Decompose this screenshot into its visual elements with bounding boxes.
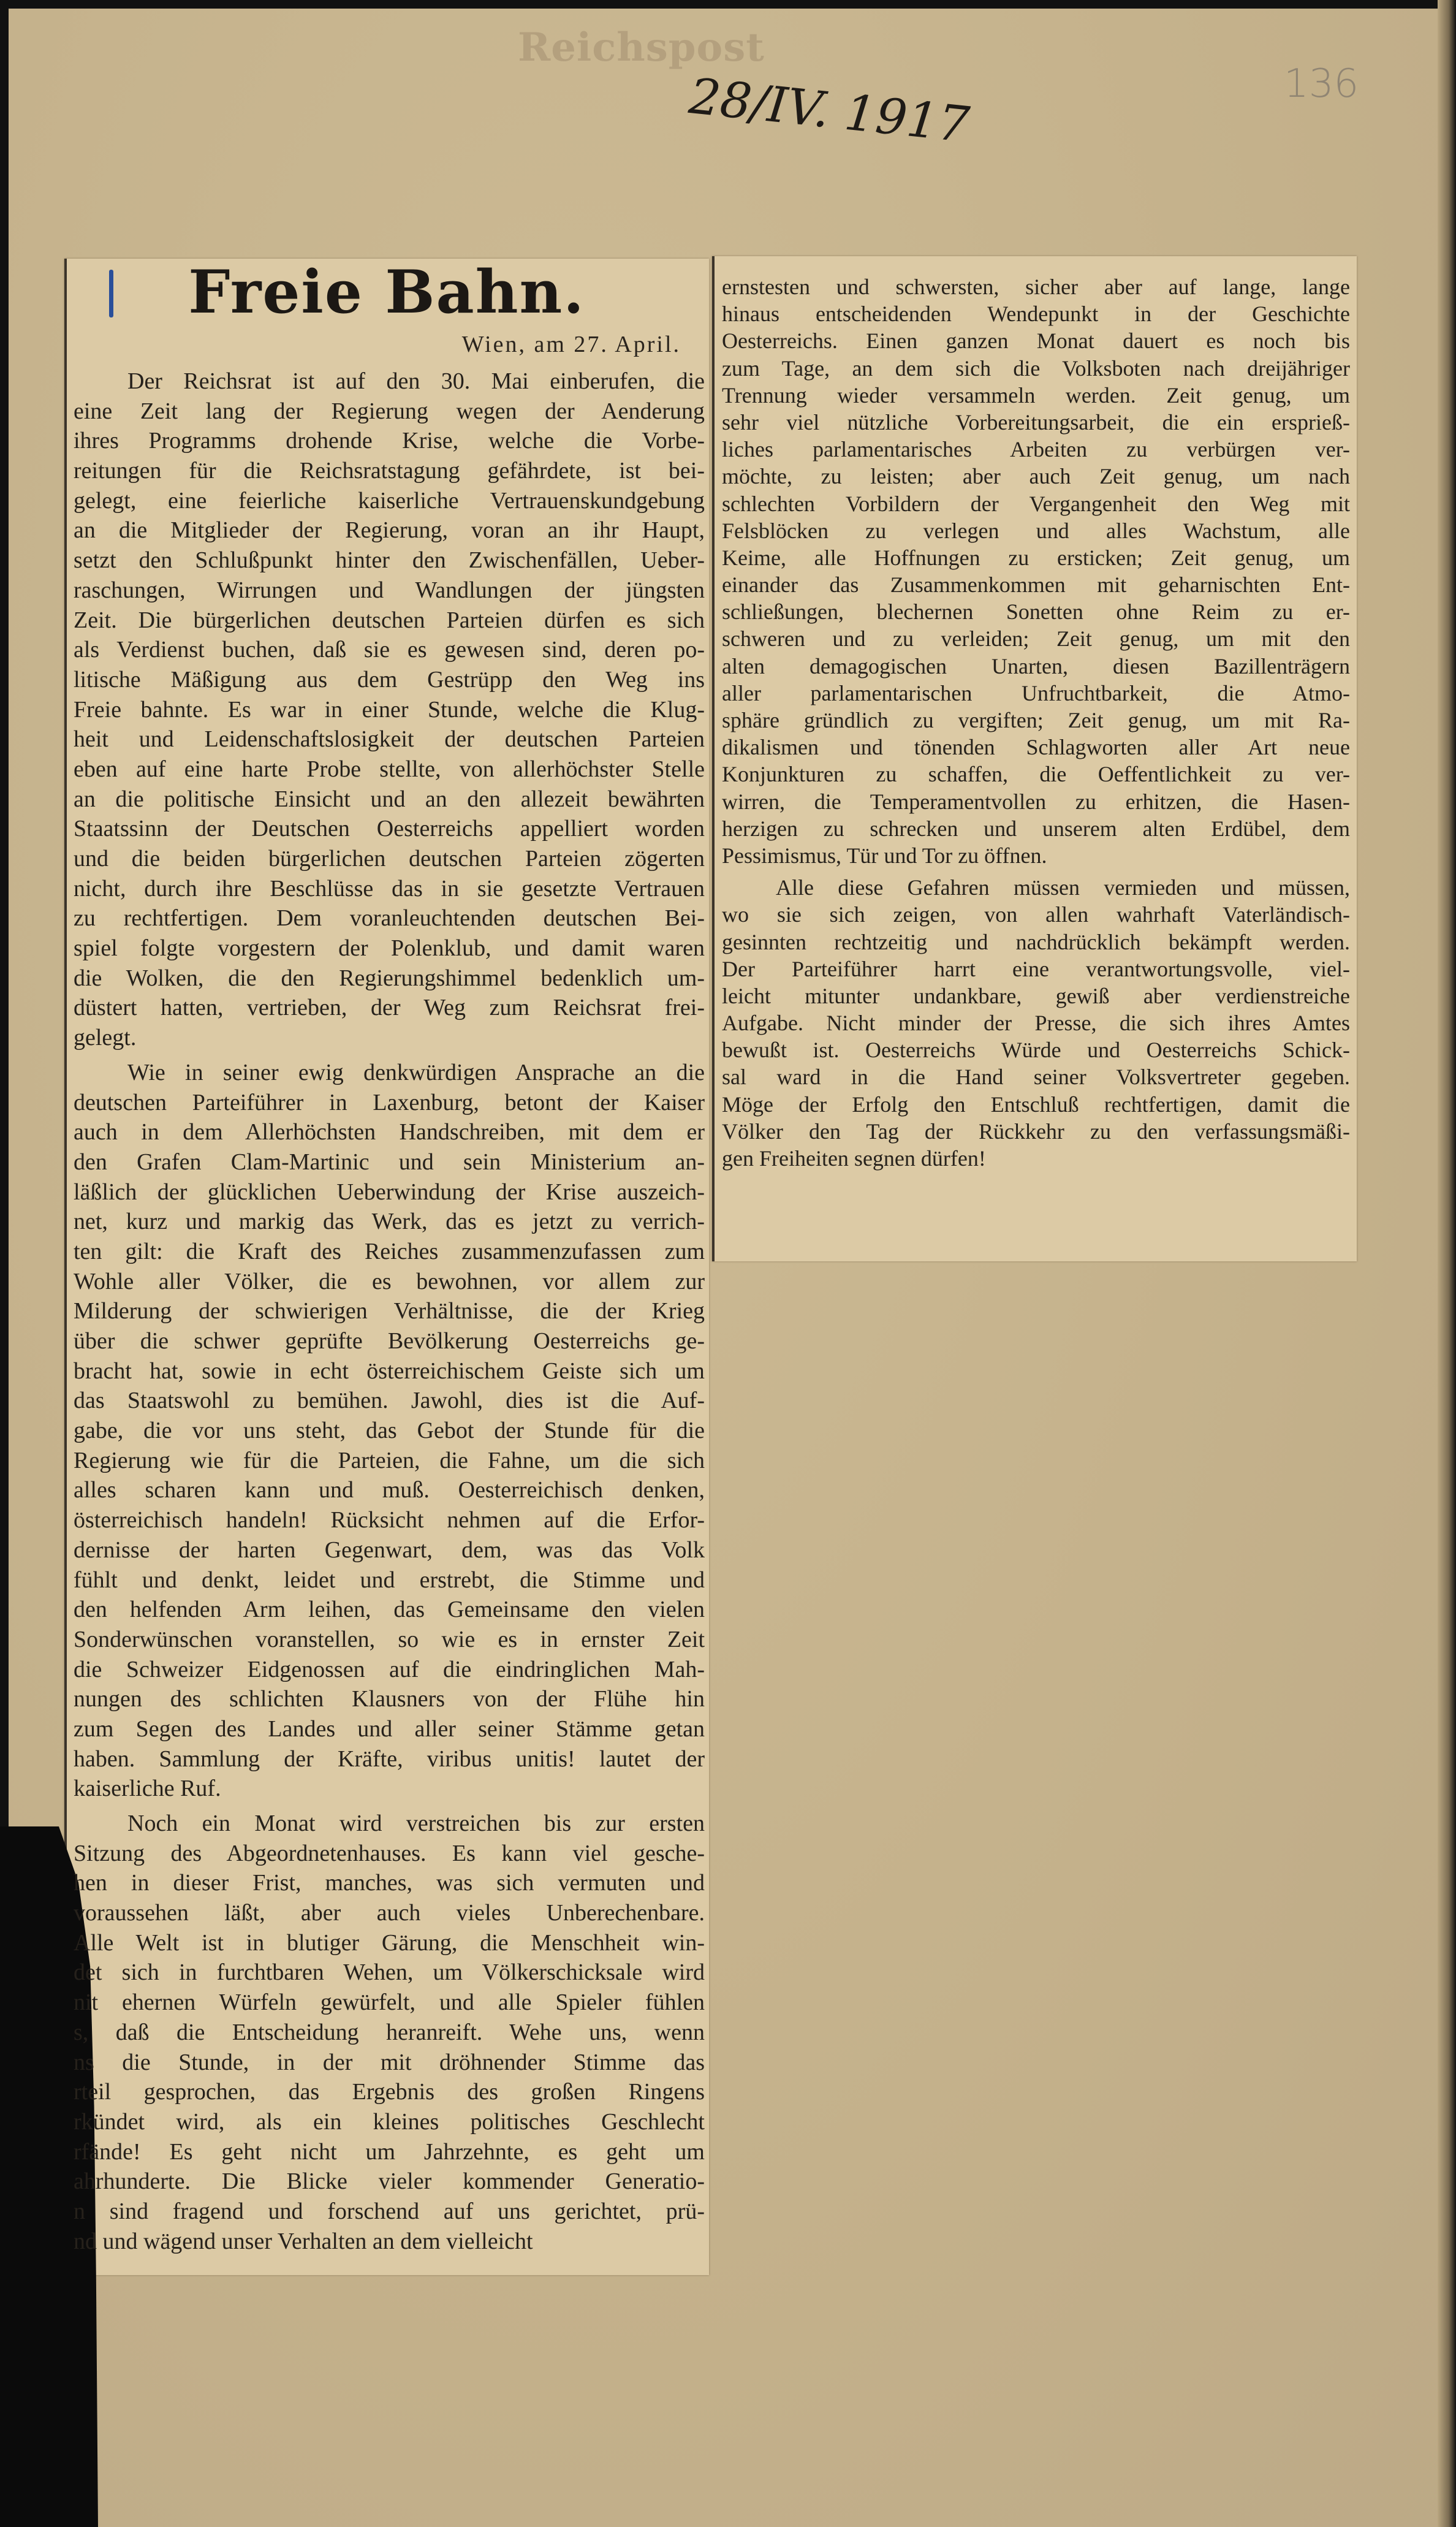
text-line: Freie bahnte. Es war in einer Stunde, welche die Klug-	[74, 696, 705, 723]
scan-border-right	[1438, 0, 1456, 2527]
text-line: wo sie sich zeigen, von allen wahrhaft Vaterländisch-	[722, 902, 1350, 927]
text-line: Wie in seiner ewig denkwürdigen Ansprache an die	[127, 1059, 705, 1085]
text-line: gen Freiheiten segnen dürfen!	[722, 1146, 986, 1171]
text-line: ten gilt: die Kraft des Reiches zusammenzufassen zum	[74, 1238, 705, 1264]
text-line: heit und Leidenschaftslosigkeit der deutschen Parteien	[74, 726, 705, 753]
text-line: rteil gesprochen, das Ergebnis des großen Ringens	[74, 2079, 705, 2105]
text-line: hen in dieser Frist, manches, was sich vermuten und	[74, 1870, 705, 1896]
text-line: über die schwer geprüfte Bevölkerung Oesterreichs ge-	[74, 1328, 705, 1354]
text-line: net, kurz und markig das Werk, das es jetzt zu verrich-	[74, 1209, 705, 1235]
text-line: Wohle aller Völker, die es bewohnen, vor allem zur	[74, 1268, 705, 1294]
text-line: hinaus entscheidenden Wendepunkt in der Geschichte	[722, 302, 1350, 327]
text-line: Keime, alle Hoffnungen zu ersticken; Zeit genug, um	[722, 545, 1350, 570]
text-line: liches parlamentarisches Arbeiten zu verbürgen ver-	[722, 437, 1350, 462]
text-line: schlechten Vorbildern der Vergangenheit den Weg mit	[722, 491, 1350, 516]
text-line: ihres Programms drohende Krise, welche die Vorbe-	[74, 428, 705, 454]
text-line: den helfenden Arm leihen, das Gemeinsame den vielen	[74, 1597, 705, 1623]
text-line: Konjunkturen zu schaffen, die Oeffentlichkeit zu ver-	[722, 762, 1350, 787]
text-line: Staatssinn der Deutschen Oesterreichs appelliert worden	[74, 816, 705, 842]
text-line: bewußt ist. Oesterreichs Würde und Oesterreichs Schick-	[722, 1038, 1350, 1063]
text-line: Sonderwünschen voranstellen, so wie es in ernster Zeit	[74, 1626, 705, 1652]
text-line: Felsblöcken zu verlegen und alles Wachstum, alle	[722, 518, 1350, 543]
text-line: düstert hatten, vertrieben, der Weg zum Reichsrat frei-	[74, 995, 705, 1021]
text-line: Oesterreichs. Einen ganzen Monat dauert es noch bis	[722, 329, 1350, 354]
text-line: raschungen, Wirrungen und Wandlungen der jüngsten	[74, 577, 705, 603]
text-line: an die politische Einsicht und an den allezeit bewährten	[74, 786, 705, 812]
text-line: nit ehernen Würfeln gewürfelt, und alle Spieler fühlen	[74, 1989, 705, 2016]
text-line: nicht, durch ihre Beschlüsse das in sie gesetzte Vertrauen	[74, 875, 705, 902]
text-line: möchte, zu leisten; aber auch Zeit genug, um nach	[722, 464, 1350, 489]
text-line: deutschen Parteiführer in Laxenburg, betont der Kaiser	[74, 1089, 705, 1115]
text-line: gelegt.	[74, 1025, 137, 1051]
text-line: reitungen für die Reichsratstagung gefährdete, ist bei-	[74, 458, 705, 484]
article-text-right	[722, 273, 1350, 1172]
text-line: zum Segen des Landes und aller seiner Stämme getan	[74, 1716, 705, 1742]
text-line: nd und wägend unser Verhalten an dem vielleicht	[74, 2228, 533, 2254]
text-line: Regierung wie für die Parteien, die Fahne, um die sich	[74, 1447, 705, 1473]
text-line: sal ward in die Hand seiner Volksvertreter gegeben.	[722, 1065, 1350, 1090]
text-line: Völker den Tag der Rückkehr zu den verfassungsmäßi-	[722, 1119, 1350, 1144]
text-line: Der Reichsrat ist auf den 30. Mai einberufen, die	[127, 368, 705, 394]
text-line: eben auf eine harte Probe stellte, von allerhöchster Stelle	[74, 756, 705, 782]
text-line: bracht hat, sowie in echt österreichischem Geiste sich um	[74, 1358, 705, 1384]
text-line: einander das Zusammenkommen mit geharnischten Ent-	[722, 572, 1350, 598]
text-line: voraussehen läßt, aber auch vieles Unberechenbare.	[74, 1900, 705, 1926]
text-line: dikalismen und tönenden Schlagworten aller Art neue	[722, 735, 1350, 760]
text-line: ahrhunderte. Die Blicke vieler kommender Generatio-	[74, 2168, 705, 2195]
text-line: als Verdienst buchen, daß sie es gewesen sind, deren po-	[74, 637, 705, 663]
text-line: det sich in furchtbaren Wehen, um Völkerschicksale wird	[74, 1959, 705, 1986]
text-line: Der Parteiführer harrt eine verantwortungsvolle, viel-	[722, 956, 1350, 981]
paragraph-gap	[74, 1804, 705, 1809]
text-line: gesinnten rechtzeitig und nachdrücklich bekämpft werden.	[722, 929, 1350, 954]
text-line: ernstesten und schwersten, sicher aber auf lange, lange	[722, 275, 1350, 299]
text-line: setzt den Schlußpunkt hinter den Zwischenfällen, Ueber-	[74, 547, 705, 574]
text-line: läßlich der glücklichen Ueberwindung der Krise auszeich-	[74, 1179, 705, 1205]
text-line: auch in dem Allerhöchsten Handschreiben, mit dem er	[74, 1119, 705, 1146]
paragraph-gap	[74, 1053, 705, 1058]
text-line: ns die Stunde, in der mit dröhnender Stimme das	[74, 2049, 705, 2075]
text-line: die Wolken, die den Regierungshimmel bedenklich um-	[74, 965, 705, 991]
text-line: n sind fragend und forschend auf uns gerichtet, prü-	[74, 2198, 705, 2224]
text-line: dernisse der harten Gegenwart, dem, was das Volk	[74, 1537, 705, 1563]
text-line: zu rechtfertigen. Dem voranleuchtenden deutschen Bei-	[74, 905, 705, 932]
text-line: fühlt und denkt, leidet und erstrebt, die Stimme und	[74, 1567, 705, 1593]
article-text-left	[74, 367, 705, 2256]
text-line: haben. Sammlung der Kräfte, viribus unitis! lautet der	[74, 1746, 705, 1772]
text-line: s, daß die Entscheidung heranreift. Wehe uns, wenn	[74, 2019, 705, 2045]
text-line: rkündet wird, als ein kleines politisches Geschlecht	[74, 2108, 705, 2135]
text-line: rfände! Es geht nicht um Jahrzehnte, es geht um	[74, 2138, 705, 2165]
text-line: Alle Welt ist in blutiger Gärung, die Menschheit win-	[74, 1929, 705, 1956]
text-line: wirren, die Temperamentvollen zu erhitzen, die Hasen-	[722, 789, 1350, 814]
article-headline: Freie Bahn.	[188, 257, 585, 327]
handwritten-date: 28/IV. 1917	[686, 67, 973, 154]
text-line: Pessimismus, Tür und Tor zu öffnen.	[722, 843, 1047, 868]
text-line: Zeit. Die bürgerlichen deutschen Parteien dürfen es sich	[74, 607, 705, 633]
text-line: die Schweizer Eidgenossen auf die eindringlichen Mah-	[74, 1656, 705, 1682]
text-line: Trennung wieder versammeln werden. Zeit genug, um	[722, 382, 1350, 408]
text-line: herzigen zu schrecken und unserem alten Erdübel, dem	[722, 816, 1350, 841]
text-line: an die Mitglieder der Regierung, voran an ihr Haupt,	[74, 517, 705, 544]
archive-page-number: 136	[1284, 61, 1359, 107]
text-line: litische Mäßigung aus dem Gestrüpp den Weg ins	[74, 666, 705, 693]
text-line: das Staatswohl zu bemühen. Jawohl, dies ist die Auf-	[74, 1388, 705, 1414]
text-line: Möge der Erfolg den Entschluß rechtfertigen, damit die	[722, 1092, 1350, 1117]
text-line: sehr viel nützliche Vorbereitungsarbeit, die ein ersprieß-	[722, 409, 1350, 435]
text-line: sphäre gründlich zu vergiften; Zeit genug, um mit Ra-	[722, 708, 1350, 732]
text-line: österreichisch handeln! Rücksicht nehmen auf die Erfor-	[74, 1507, 705, 1533]
text-line: schließungen, blechernen Sonetten ohne Reim zu er-	[722, 599, 1350, 625]
text-line: schweren und zu verleiden; Zeit genug, um mit den	[722, 626, 1350, 652]
text-line: nungen des schlichten Klausners von der Flühe hin	[74, 1686, 705, 1712]
text-line: alten demagogischen Unarten, diesen Bazillenträgern	[722, 653, 1350, 678]
text-line: kaiserliche Ruf.	[74, 1776, 221, 1802]
text-line: gabe, die vor uns steht, das Gebot der Stunde für die	[74, 1418, 705, 1444]
text-line: Sitzung des Abgeordnetenhauses. Es kann viel gesche-	[74, 1840, 705, 1866]
text-line: den Grafen Clam-Martinic und sein Ministerium an-	[74, 1149, 705, 1175]
text-line: spiel folgte vorgestern der Polenklub, und damit waren	[74, 935, 705, 962]
text-line: Aufgabe. Nicht minder der Presse, die sich ihres Amtes	[722, 1011, 1350, 1036]
text-line: zum Tage, an dem sich die Volksboten nach dreijähriger	[722, 355, 1350, 381]
text-line: eine Zeit lang der Regierung wegen der Aenderung	[74, 398, 705, 424]
text-line: alles scharen kann und muß. Oesterreichisch denken,	[74, 1477, 705, 1503]
article-dateline: Wien, am 27. April.	[461, 332, 681, 357]
text-line: Alle diese Gefahren müssen vermieden und müssen,	[776, 875, 1350, 900]
paragraph-gap	[722, 869, 1350, 874]
text-line: Noch ein Monat wird verstreichen bis zur ersten	[127, 1811, 705, 1836]
text-line: Milderung der schwierigen Verhältnisse, die der Krieg	[74, 1298, 705, 1324]
text-line: und die beiden bürgerlichen deutschen Parteien zögerten	[74, 846, 705, 872]
text-line: gelegt, eine feierliche kaiserliche Vertrauenskundgebung	[74, 487, 705, 514]
text-line: leicht mitunter undankbare, gewiß aber verdienstreiche	[722, 983, 1350, 1008]
scan-border-top	[0, 0, 1456, 9]
text-line: aller parlamentarischen Unfruchtbarkeit, die Atmo-	[722, 680, 1350, 705]
newspaper-stamp: Reichspost	[518, 25, 765, 70]
